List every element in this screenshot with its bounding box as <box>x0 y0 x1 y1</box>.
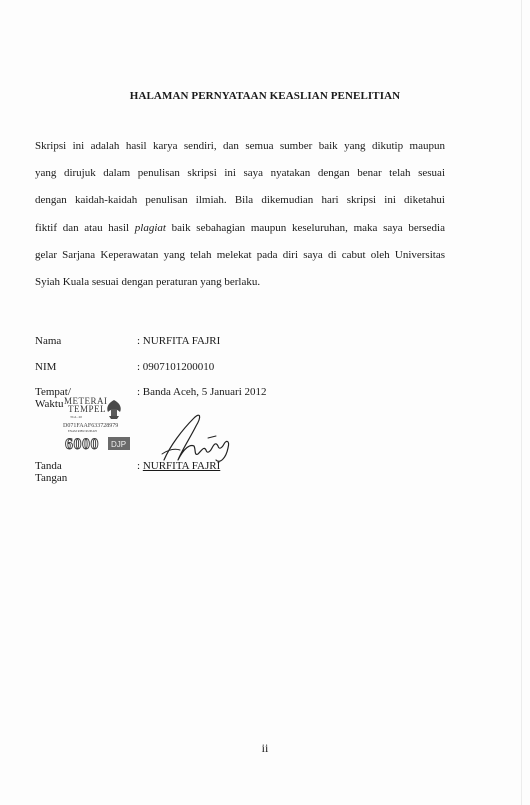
statement-paragraph <box>35 133 445 296</box>
page-number: ii <box>261 741 269 755</box>
stamp-code: D071FAAF633728979 <box>63 423 119 429</box>
nim-label: NIM <box>35 361 57 373</box>
stamp-small-text-2: ENAM RIBU RUPIAH <box>68 429 97 433</box>
scan-edge <box>521 0 522 805</box>
paragraph-line-1: Skripsi ini adalah hasil karya sendiri, dan semua sumber baik yang dikutip maupun <box>35 140 445 152</box>
nama-label: Nama <box>35 335 62 347</box>
paragraph-line-6: Syiah Kuala sesuai dengan peraturan yang berlaku. <box>35 275 261 288</box>
paragraph-line-4-start: fiktif dan atau hasil <box>35 221 135 234</box>
tanda-tangan-colon: : <box>137 460 143 472</box>
italic-word-plagiat: plagiat <box>134 221 166 234</box>
garuda-emblem-icon <box>107 400 121 419</box>
paragraph-line-3: dengan kaidah-kaidah penulisan ilmiah. Bila dikemudian hari skripsi ini diketahui <box>35 194 445 207</box>
nim-value: : 0907101200010 <box>137 361 215 373</box>
djp-text: DJP <box>111 440 127 449</box>
stamp-amount: 6000 <box>65 436 99 453</box>
tanda-tangan-value <box>137 460 220 472</box>
tempat-waktu-value: : Banda Aceh, 5 Januari 2012 <box>137 386 267 398</box>
stamp-line-1: METERAI <box>64 396 108 406</box>
paragraph-line-5: gelar Sarjana Keperawatan yang telah melekat pada diri saya di cabut oleh Universitas <box>35 248 445 261</box>
stamp-line-2: TEMPEL <box>68 404 106 414</box>
paragraph-line-2: yang dirujuk dalam penulisan skripsi ini saya nyatakan dengan benar telah sesuai <box>35 167 445 180</box>
tanda-tangan-label: Tanda Tangan <box>35 460 68 484</box>
nama-value: : NURFITA FAJRI <box>137 335 221 347</box>
page-title: HALAMAN PERNYATAAN KEASLIAN PENELITIAN <box>129 90 401 102</box>
tanda-tangan-name: NURFITA FAJRI <box>142 460 221 472</box>
paragraph-line-4 <box>35 215 445 242</box>
stamp-small-text: TGL. 20 <box>70 415 83 419</box>
paragraph-line-4-end: baik sebahagian maupun keseluruhan, maka saya bersedia <box>165 221 445 234</box>
tempat-waktu-label: Tempat/ Waktu <box>35 386 71 410</box>
